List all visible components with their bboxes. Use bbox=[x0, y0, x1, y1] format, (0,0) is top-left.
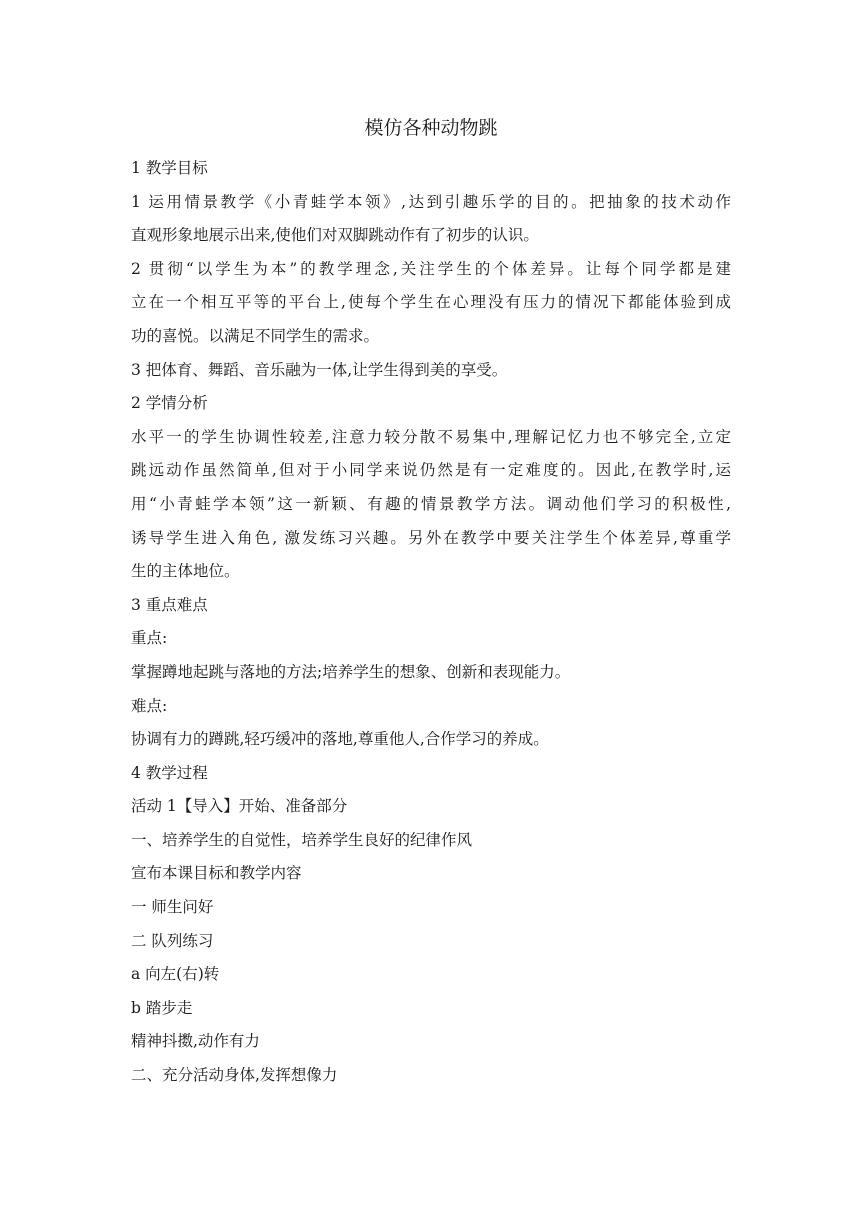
paragraph-line: 诱导学生进入角色, 激发练习兴趣。另外在教学中要关注学生个体差异,尊重学 bbox=[131, 528, 731, 547]
paragraph-line: 3 把体育、舞蹈、音乐融为一体,让学生得到美的享受。 bbox=[131, 360, 508, 379]
activity-heading: 活动 1【导入】开始、准备部分 bbox=[131, 797, 348, 816]
paragraph-line: 水平一的学生协调性较差,注意力较分散不易集中,理解记忆力也不够完全,立定 bbox=[131, 427, 731, 446]
paragraph-line: 立在一个相互平等的平台上,使每个学生在心理没有压力的情况下都能体验到成 bbox=[131, 293, 731, 312]
list-item: 二 队列练习 bbox=[131, 931, 214, 950]
paragraph-line: 功的喜悦。以满足不同学生的需求。 bbox=[131, 326, 380, 345]
paragraph-line: 跳远动作虽然简单,但对于小同学来说仍然是有一定难度的。因此,在教学时,运 bbox=[131, 461, 731, 480]
heading-teaching-goals: 1 教学目标 bbox=[131, 159, 208, 177]
paragraph-line: 生的主体地位。 bbox=[131, 562, 240, 581]
paragraph-line: 掌握蹲地起跳与落地的方法;培养学生的想象、创新和表现能力。 bbox=[131, 662, 571, 681]
label-key-point: 重点: bbox=[131, 629, 168, 648]
paragraph-line: 用“小青蛙学本领”这一新颖、有趣的情景教学方法。调动他们学习的积极性, bbox=[131, 494, 731, 513]
paragraph-line: 直观形象地展示出来,使他们对双脚跳动作有了初步的认识。 bbox=[131, 226, 539, 245]
document-body bbox=[131, 152, 731, 1093]
list-item: 一 师生问好 bbox=[131, 898, 214, 917]
document-title: 模仿各种动物跳 bbox=[364, 117, 498, 139]
paragraph-line: 1 运用情景教学《小青蛙学本领》,达到引趣乐学的目的。把抽象的技术动作 bbox=[131, 192, 731, 211]
paragraph-line: 一、培养学生的自觉性，培养学生良好的纪律作风 bbox=[131, 830, 473, 849]
paragraph-line: 精神抖擞,动作有力 bbox=[131, 1032, 260, 1051]
paragraph-line: 协调有力的蹲跳,轻巧缓冲的落地,尊重他人,合作学习的养成。 bbox=[131, 730, 549, 749]
label-difficulty: 难点: bbox=[131, 696, 168, 715]
paragraph-line: 宣布本课目标和教学内容 bbox=[131, 864, 302, 883]
paragraph-line: 2 贯彻“以学生为本”的教学理念,关注学生的个体差异。让每个同学都是建 bbox=[131, 259, 731, 278]
paragraph-line: 二、充分活动身体,发挥想像力 bbox=[131, 1066, 338, 1085]
heading-teaching-process: 4 教学过程 bbox=[131, 763, 208, 782]
list-item: a 向左(右)转 bbox=[131, 965, 220, 984]
heading-student-analysis: 2 学情分析 bbox=[131, 394, 208, 413]
heading-key-points: 3 重点难点 bbox=[131, 595, 208, 614]
list-item: b 踏步走 bbox=[131, 998, 193, 1017]
